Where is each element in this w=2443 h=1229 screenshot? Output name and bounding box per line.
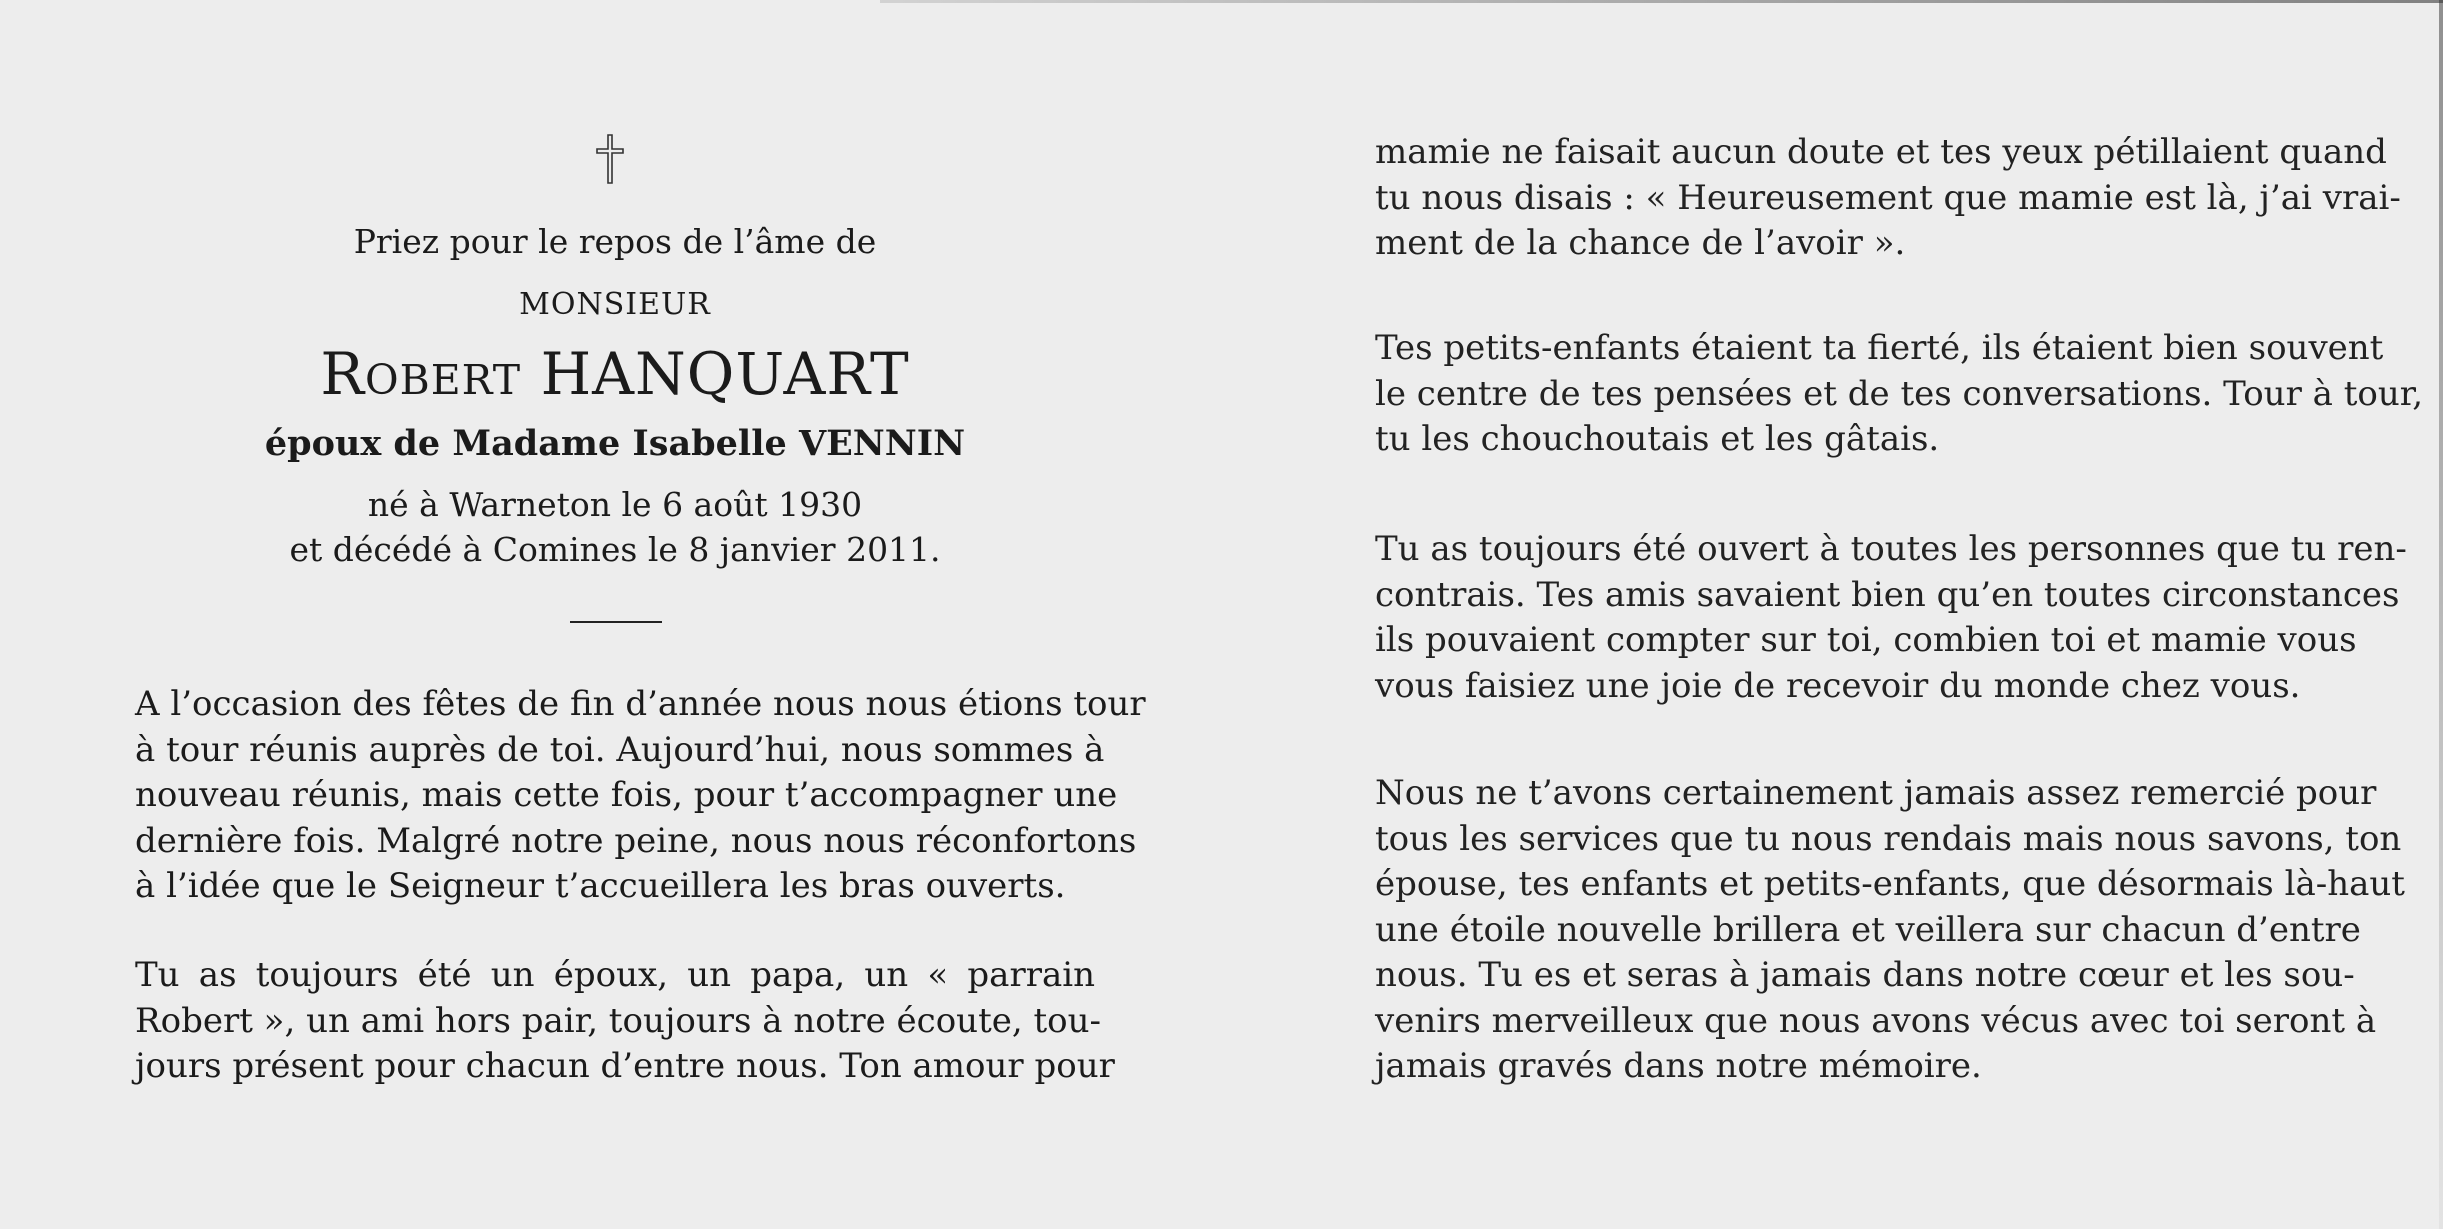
text-line: nouveau réunis, mais cette fois, pour t’accompagner une <box>135 775 1118 815</box>
text-line: jamais gravés dans notre mémoire. <box>1375 1046 1982 1086</box>
right-paragraph-3 <box>1375 527 2407 709</box>
separator-rule <box>570 621 662 623</box>
scan-right-edge <box>2439 0 2443 1229</box>
text-line: Tu as toujours été ouvert à toutes les personnes que tu ren- <box>1375 529 2407 569</box>
text-line: dernière fois. Malgré notre peine, nous nous réconfortons <box>135 820 1137 861</box>
text-line: une étoile nouvelle brillera et veillera sur chacun d’entre <box>1375 909 2361 950</box>
death-line: et décédé à Comines le 8 janvier 2011. <box>289 530 941 569</box>
text-line: tu les chouchoutais et les gâtais. <box>1375 419 1940 459</box>
left-paragraph-2 <box>135 953 1115 1090</box>
text-line: venirs merveilleux que nous avons vécus avec toi seront à <box>1375 1000 2377 1041</box>
text-line: Tu as toujours été un époux, un papa, un « parrain <box>135 955 1095 995</box>
text-line: nous. Tu es et seras à jamais dans notre cœur et les sou- <box>1375 955 2355 995</box>
text-line: contrais. Tes amis savaient bien qu’en toutes circonstances <box>1375 574 2400 615</box>
text-line: tous les services que tu nous rendais mais nous savons, ton <box>1375 818 2402 859</box>
text-line: à l’idée que le Seigneur t’accueillera les bras ouverts. <box>135 866 1066 906</box>
cross-icon <box>595 133 625 185</box>
right-paragraph-4 <box>1375 771 2405 1090</box>
birth-line: né à Warneton le 6 août 1930 <box>367 485 863 524</box>
text-line: ment de la chance de l’avoir ». <box>1375 223 1906 263</box>
text-line: vous faisiez une joie de recevoir du monde chez vous. <box>1375 665 2301 706</box>
text-line: jours présent pour chacun d’entre nous. Ton amour pour <box>135 1046 1115 1086</box>
text-line: Tes petits-enfants étaient ta fierté, ils étaient bien souvent <box>1375 328 2384 368</box>
text-line: Robert », un ami hors pair, toujours à notre écoute, tou- <box>135 1000 1101 1041</box>
text-line: ils pouvaient compter sur toi, combien toi et mamie vous <box>1375 620 2357 660</box>
title-word: MONSIEUR <box>519 287 711 322</box>
deceased-name: Robert HANQUART <box>320 340 910 408</box>
right-paragraph-1 <box>1375 130 2401 267</box>
spouse-line: époux de Madame Isabelle VENNIN <box>264 423 966 464</box>
pray-line: Priez pour le repos de l’âme de <box>353 222 877 261</box>
text-line: à tour réunis auprès de toi. Aujourd’hui, nous sommes à <box>135 729 1105 770</box>
text-line: A l’occasion des fêtes de fin d’année nous nous étions tour <box>135 684 1146 724</box>
left-paragraph-1 <box>135 682 1146 910</box>
text-line: mamie ne faisait aucun doute et tes yeux pétillaient quand <box>1375 132 2387 172</box>
right-paragraph-2 <box>1375 326 2424 463</box>
text-line: Nous ne t’avons certainement jamais assez remercié pour <box>1375 773 2377 813</box>
text-line: tu nous disais : « Heureusement que mamie est là, j’ai vrai- <box>1375 177 2401 218</box>
text-line: le centre de tes pensées et de tes conversations. Tour à tour, <box>1375 373 2424 414</box>
text-line: épouse, tes enfants et petits-enfants, que désormais là-haut <box>1375 864 2405 904</box>
scan-top-edge <box>880 0 2443 3</box>
